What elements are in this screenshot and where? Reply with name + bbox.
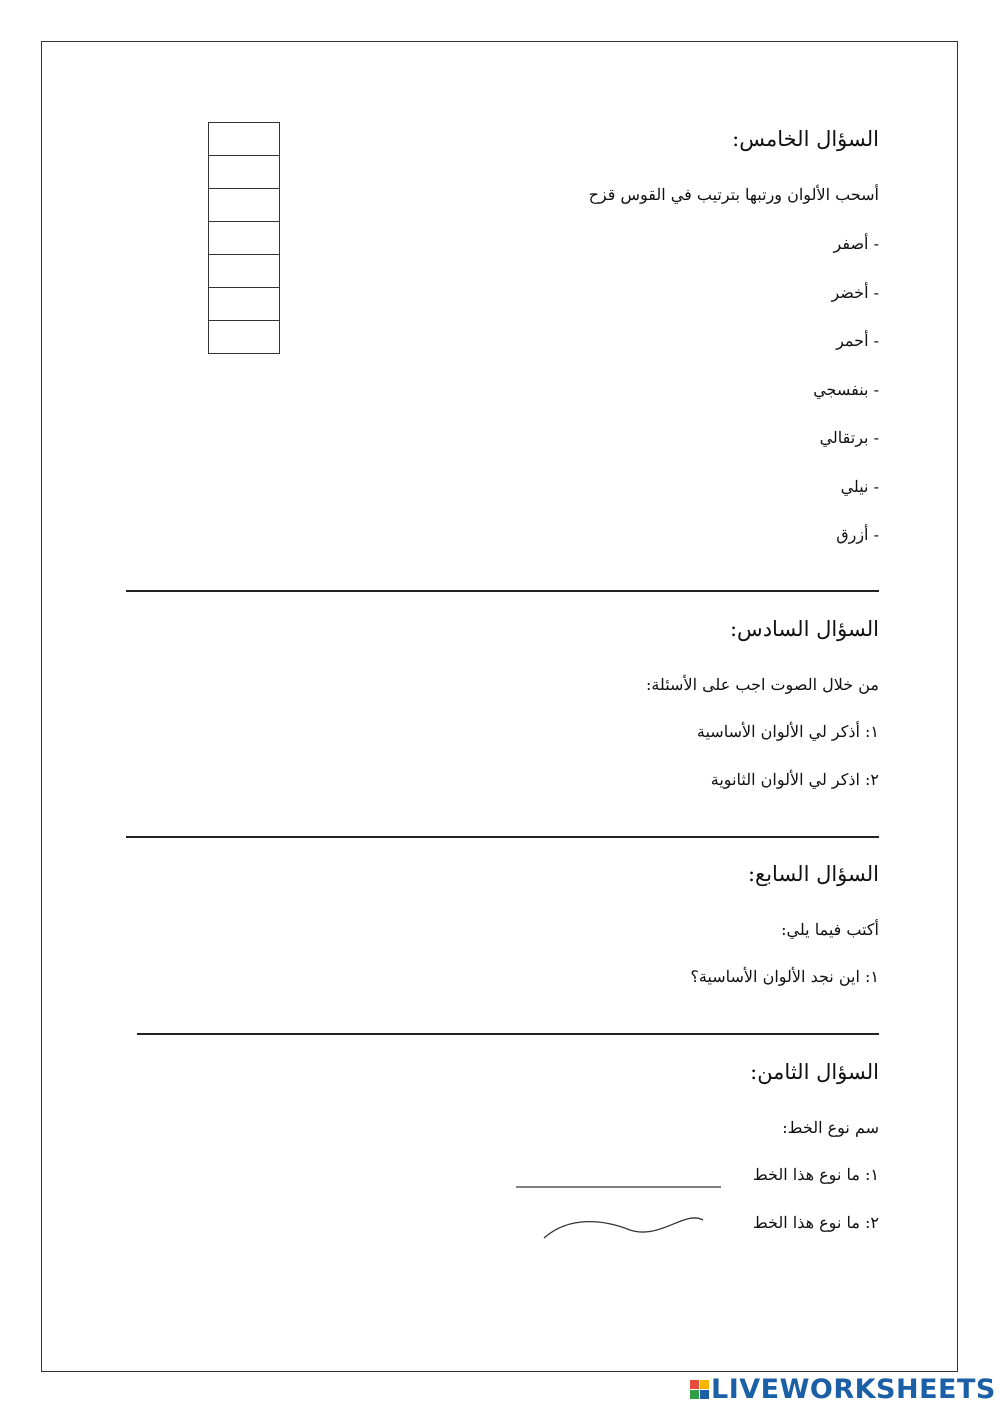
rainbow-drop-zone xyxy=(208,122,280,354)
q8-item-2: ٢: ما نوع هذا الخط xyxy=(752,1213,879,1232)
q5-instruction: أسحب الألوان ورتبها بترتيب في القوس قزح xyxy=(588,185,879,204)
q7-item-1: ١: اين نجد الألوان الأساسية؟ xyxy=(690,967,879,986)
drop-slot[interactable] xyxy=(208,255,280,288)
divider xyxy=(137,1033,879,1035)
q7-instruction: أكتب فيما يلي: xyxy=(781,920,879,939)
q8-instruction: سم نوع الخط: xyxy=(782,1118,879,1137)
q8-item-1: ١: ما نوع هذا الخط xyxy=(752,1165,879,1184)
q6-item-1: ١: أذكر لي الألوان الأساسية xyxy=(696,722,879,741)
q6-item-2: ٢: اذكر لي الألوان الثانوية xyxy=(710,770,879,789)
q5-item-orange[interactable]: - برتقالي xyxy=(819,428,879,447)
logo-squares-icon xyxy=(690,1380,709,1399)
divider xyxy=(126,590,879,592)
q5-title: السؤال الخامس: xyxy=(732,127,879,151)
divider xyxy=(126,836,879,838)
q6-title: السؤال السادس: xyxy=(729,617,879,641)
q6-instruction: من خلال الصوت اجب على الأسئلة: xyxy=(645,675,879,694)
drop-slot[interactable] xyxy=(208,222,280,255)
q5-item-violet[interactable]: - بنفسجي xyxy=(813,380,879,399)
wavy-line xyxy=(544,1218,703,1238)
drop-slot[interactable] xyxy=(208,156,280,189)
liveworksheets-logo xyxy=(690,1374,996,1405)
q5-item-red[interactable]: - أحمر xyxy=(836,331,879,350)
brand-name: LIVEWORKSHEETS xyxy=(711,1374,996,1405)
drop-slot[interactable] xyxy=(208,122,280,156)
q5-item-yellow[interactable]: - أصفر xyxy=(833,234,879,253)
q5-item-indigo[interactable]: - نيلي xyxy=(840,477,879,496)
q7-title: السؤال السابع: xyxy=(747,862,879,886)
q5-item-green[interactable]: - أخضر xyxy=(831,283,879,302)
q8-title: السؤال الثامن: xyxy=(750,1060,879,1084)
line-samples xyxy=(510,1180,730,1250)
drop-slot[interactable] xyxy=(208,189,280,222)
drop-slot[interactable] xyxy=(208,288,280,321)
q5-item-blue[interactable]: - أزرق xyxy=(836,525,879,544)
drop-slot[interactable] xyxy=(208,321,280,354)
